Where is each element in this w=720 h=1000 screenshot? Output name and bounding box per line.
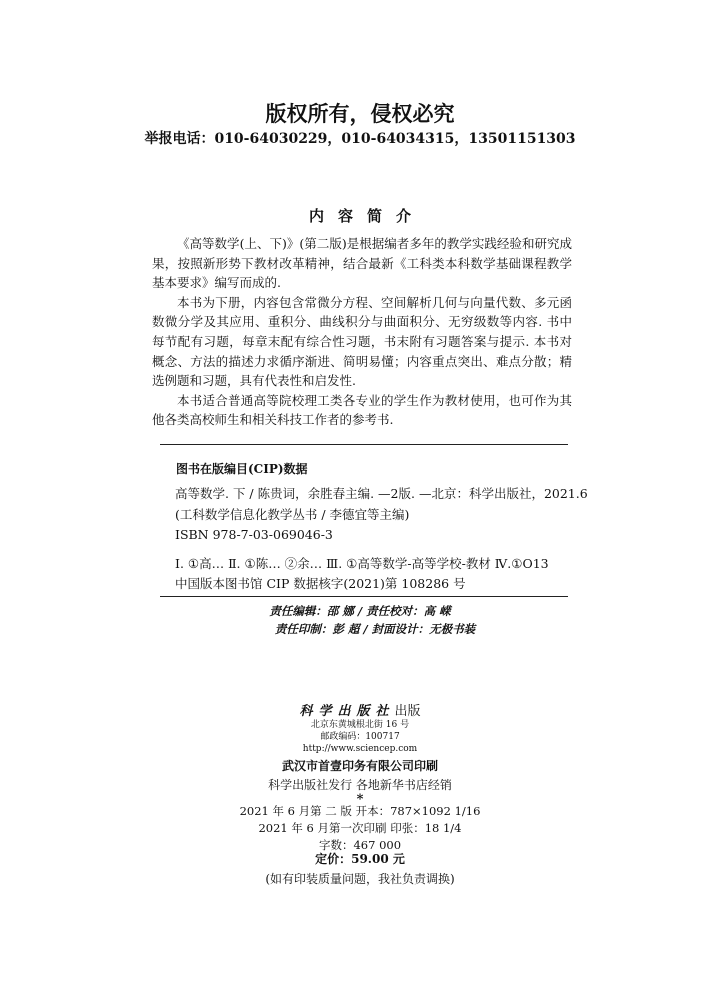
distribution: 科学出版社发行 各地新华书店经销 [268, 778, 452, 792]
summary-paragraph: 《高等数学(上、下)》(第二版)是根据编者多年的教学实践经验和研究成果，按照新形势下教材改革精神，结合最新《工科类本科数学基础课程教学基本要求》编写而成的. [152, 236, 572, 291]
editor-row: 责任印制：彭 超 / 封面设计：无极书装 [274, 622, 476, 636]
cip-bottom-rule [160, 596, 568, 597]
summary-paragraph: 本书适合普通高等院校理工类各专业的学生作为教材使用，也可作为其他各类高校师生和相关科技工作者的参考书. [152, 392, 572, 428]
edition-line: 2021 年 6 月第一次印刷 印张：18 1/4 [258, 821, 462, 835]
cip-line: 高等数学. 下 / 陈贵词，余胜春主编. —2版. —北京：科学出版社，2021.6 [175, 486, 588, 501]
separator-star: * [356, 792, 364, 807]
printer: 武汉市首壹印务有限公司印刷 [281, 759, 438, 773]
cip-line: 中国版本图书馆 CIP 数据核字(2021)第 108286 号 [175, 576, 466, 591]
summary-heading: 内容简介 [308, 207, 425, 225]
cip-data [175, 484, 588, 595]
publisher-website: http://www.sciencep.com [302, 744, 418, 754]
price: 定价：59.00 元 [315, 852, 405, 866]
edition-line: 2021 年 6 月第 二 版 开本：787×1092 1/16 [239, 804, 481, 818]
summary-paragraph: 本书为下册，内容包含常微分方程、空间解析几何与向量代数、多元函数微分学及其应用、重积分、曲线积分与曲面积分、无穷级数等内容. 书中每节配有习题，每章末配有综合性习题，书末附有习题答案与提示. 本书对概念、方法的描述力求循序渐进、简明易懂；内容重点突出、难点分散；精选例题和习题，具有代表性和启发性. [152, 294, 572, 389]
report-hotline: 举报电话：010-64030229，010-64034315，13501151303 [144, 131, 576, 147]
cip-line: Ⅰ. ①高… Ⅱ. ①陈… ②余… Ⅲ. ①高等数学-高等学校-教材 Ⅳ.①O13 [175, 555, 549, 571]
cip-line: ISBN 978-7-03-069046-3 [175, 527, 333, 542]
publisher-block [0, 700, 720, 807]
cip-heading: 图书在版编目(CIP)数据 [176, 462, 308, 476]
publisher-name: 科学出版社出版 [299, 704, 421, 719]
copyright-title: 版权所有，侵权必究 [265, 101, 455, 126]
publisher-postcode: 邮政编码：100717 [320, 732, 400, 742]
editor-row: 责任编辑：邵 娜 / 责任校对：高 嵘 [269, 604, 451, 618]
publisher-address: 北京东黄城根北街 16 号 [310, 720, 410, 730]
cip-top-rule [160, 444, 568, 445]
edition-info [0, 803, 720, 854]
quality-notice: (如有印装质量问题，我社负责调换) [265, 872, 455, 886]
edition-line: 字数：467 000 [318, 838, 402, 852]
cip-line: (工科数学信息化教学丛书 / 李德宜等主编) [175, 506, 410, 522]
editor-credits [0, 602, 720, 638]
summary-body [152, 234, 572, 430]
